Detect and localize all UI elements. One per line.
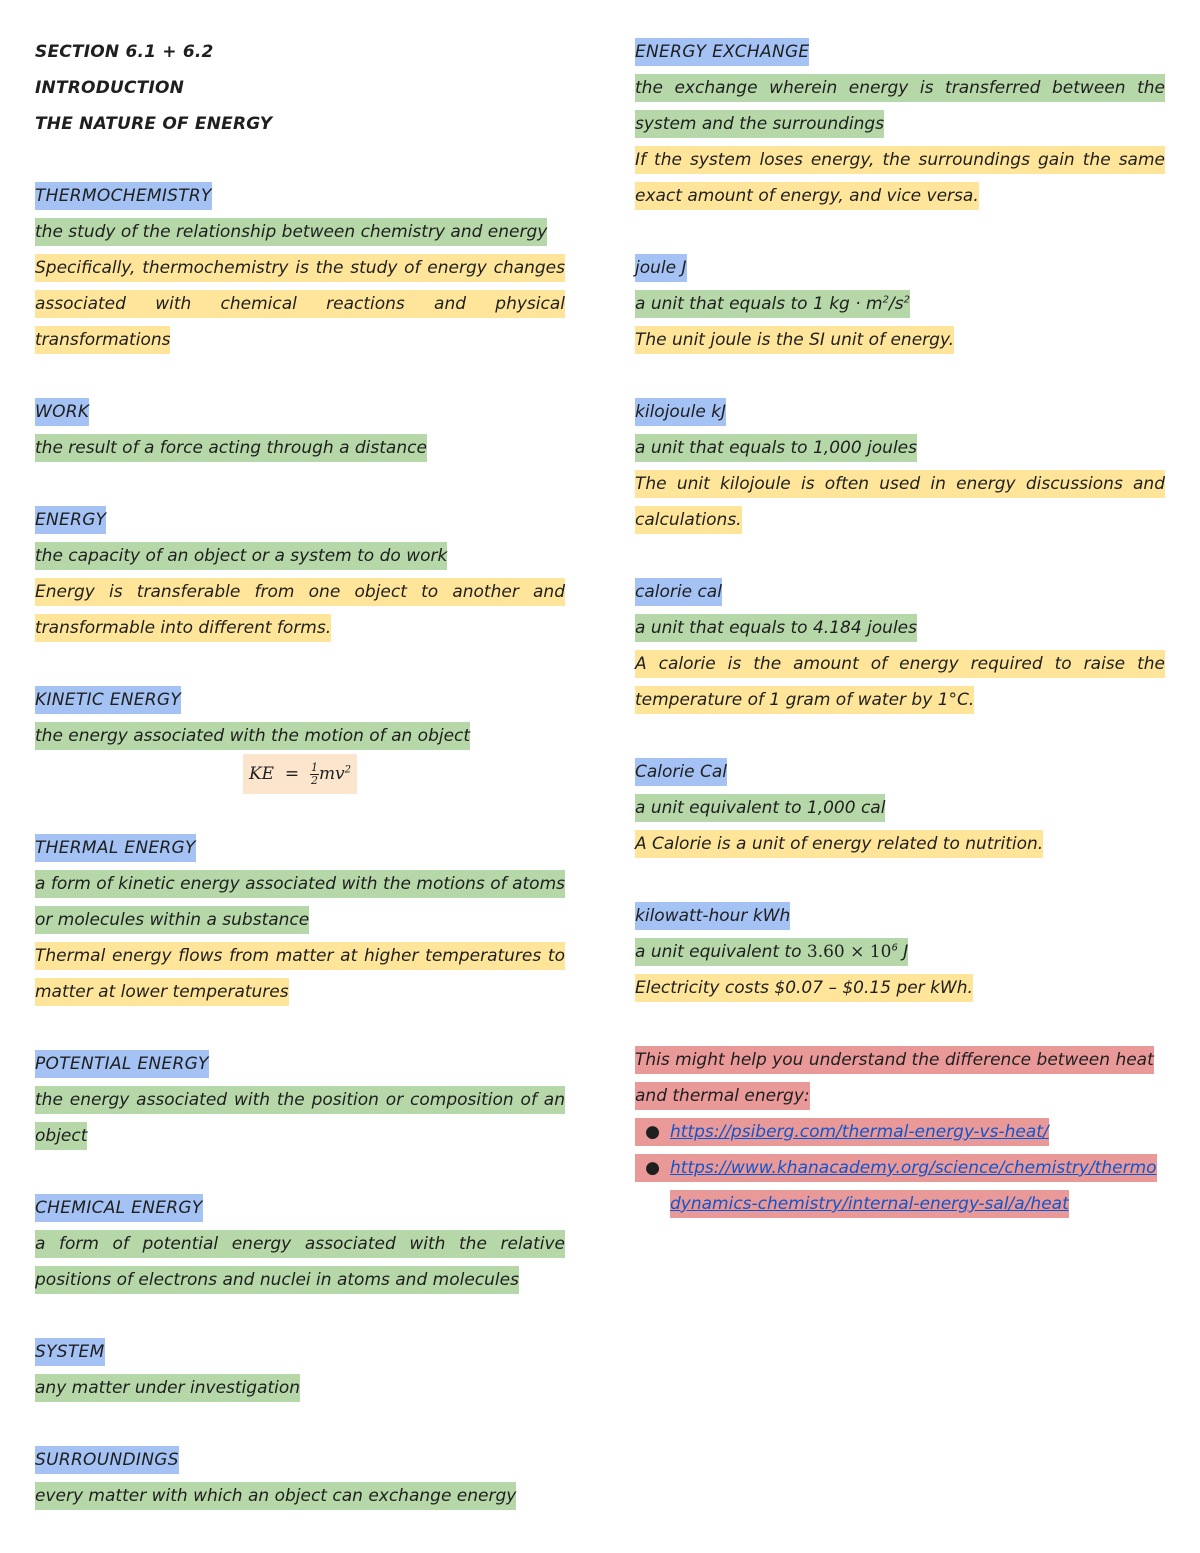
note-text: A calorie is the amount of energy required to raise the temperature of 1 gram of water by 1°C. bbox=[635, 650, 1165, 714]
bullet-icon: ● bbox=[635, 1118, 670, 1146]
calorie-section bbox=[635, 574, 1165, 718]
term-heading: joule J bbox=[635, 254, 687, 282]
term-heading: Calorie Cal bbox=[635, 758, 727, 786]
joule-section bbox=[635, 250, 1165, 358]
note-text: Thermal energy flows from matter at higher temperatures to matter at lower temperatures bbox=[35, 942, 565, 1006]
formula-rhs: mv bbox=[318, 764, 345, 784]
khan-academy-link[interactable]: https://www.khanacademy.org/science/chemistry/thermodynamics-chemistry/internal-energy-sal/a/heat bbox=[670, 1158, 1157, 1214]
definition-text: the study of the relationship between chemistry and energy bbox=[35, 218, 547, 246]
definition-text bbox=[635, 290, 910, 318]
note-text: If the system loses energy, the surroundings gain the same exact amount of energy, and vice versa. bbox=[635, 146, 1165, 210]
term-heading: calorie cal bbox=[635, 578, 722, 606]
formula-denominator: 2 bbox=[310, 774, 318, 787]
kwh-exponent: 6 bbox=[891, 942, 898, 954]
definition-text: the result of a force acting through a distance bbox=[35, 434, 427, 462]
note-text: Energy is transferable from one object to another and transformable into different forms. bbox=[35, 578, 565, 642]
kwh-definition-unit: J bbox=[897, 942, 909, 962]
joule-definition-mid: /s bbox=[889, 294, 904, 314]
chemical-energy-section bbox=[35, 1190, 565, 1298]
resource-links-list bbox=[635, 1114, 1165, 1222]
note-text: Electricity costs $0.07 – $0.15 per kWh. bbox=[635, 974, 973, 1002]
note-text: Specifically, thermochemistry is the study of energy changes associated with chemical reactions and physical transformations bbox=[35, 254, 565, 354]
term-heading: POTENTIAL ENERGY bbox=[35, 1050, 209, 1078]
definition-text: a unit equivalent to 1,000 cal bbox=[635, 794, 885, 822]
definition-text: the energy associated with the motion of an object bbox=[35, 722, 470, 750]
help-text: This might help you understand the difference between heat and thermal energy: bbox=[635, 1046, 1154, 1110]
list-item bbox=[645, 1114, 1165, 1150]
definition-text: the energy associated with the position or composition of an object bbox=[35, 1086, 565, 1150]
joule-definition-prefix: a unit that equals to 1 kg · m bbox=[635, 294, 883, 314]
kinetic-energy-section bbox=[35, 682, 565, 794]
kwh-definition-math: 3.60 × 10 bbox=[806, 942, 892, 962]
psiberg-link[interactable]: https://psiberg.com/thermal-energy-vs-heat/ bbox=[670, 1122, 1049, 1142]
thermochemistry-section bbox=[35, 178, 565, 358]
note-text: A Calorie is a unit of energy related to nutrition. bbox=[635, 830, 1043, 858]
kilowatt-hour-section bbox=[635, 898, 1165, 1006]
term-heading: WORK bbox=[35, 398, 89, 426]
bullet-icon: ● bbox=[635, 1154, 670, 1182]
definition-text: a unit that equals to 1,000 joules bbox=[635, 434, 917, 462]
joule-exponent-m: 2 bbox=[882, 294, 889, 306]
left-column bbox=[35, 34, 565, 1514]
term-heading: CHEMICAL ENERGY bbox=[35, 1194, 203, 1222]
term-heading: THERMOCHEMISTRY bbox=[35, 182, 212, 210]
term-heading: THERMAL ENERGY bbox=[35, 834, 196, 862]
term-heading: SYSTEM bbox=[35, 1338, 105, 1366]
term-heading: ENERGY EXCHANGE bbox=[635, 38, 809, 66]
introduction-title: INTRODUCTION bbox=[35, 78, 185, 98]
help-section bbox=[635, 1042, 1165, 1222]
joule-exponent-s: 2 bbox=[903, 294, 910, 306]
kwh-definition-prefix: a unit equivalent to bbox=[635, 942, 807, 962]
thermal-energy-section bbox=[35, 830, 565, 1010]
note-text: The unit kilojoule is often used in energy discussions and calculations. bbox=[635, 470, 1165, 534]
term-heading: KINETIC ENERGY bbox=[35, 686, 181, 714]
right-column bbox=[635, 34, 1165, 1222]
kinetic-energy-formula bbox=[35, 754, 565, 794]
definition-text: a form of kinetic energy associated with the motions of atoms or molecules within a substance bbox=[35, 870, 565, 934]
big-calorie-section bbox=[635, 754, 1165, 862]
formula-numerator: 1 bbox=[310, 761, 318, 774]
work-section bbox=[35, 394, 565, 466]
formula-equals: = bbox=[284, 764, 300, 784]
definition-text: the exchange wherein energy is transferred between the system and the surroundings bbox=[635, 74, 1165, 138]
system-section bbox=[35, 1334, 565, 1406]
definition-text: every matter with which an object can exchange energy bbox=[35, 1482, 516, 1510]
formula-fraction bbox=[310, 762, 319, 787]
topic-title: THE NATURE OF ENERGY bbox=[35, 114, 273, 134]
term-heading: kilowatt-hour kWh bbox=[635, 902, 790, 930]
energy-section bbox=[35, 502, 565, 646]
energy-exchange-section bbox=[635, 34, 1165, 214]
formula-lhs: KE bbox=[248, 764, 275, 784]
definition-text bbox=[635, 938, 908, 966]
definition-text: the capacity of an object or a system to do work bbox=[35, 542, 447, 570]
term-heading: SURROUNDINGS bbox=[35, 1446, 179, 1474]
term-heading: ENERGY bbox=[35, 506, 106, 534]
document-header bbox=[35, 34, 565, 142]
definition-text: any matter under investigation bbox=[35, 1374, 300, 1402]
note-text: The unit joule is the SI unit of energy. bbox=[635, 326, 954, 354]
kilojoule-section bbox=[635, 394, 1165, 538]
surroundings-section bbox=[35, 1442, 565, 1514]
definition-text: a form of potential energy associated with the relative positions of electrons and nuclei in atoms and molecules bbox=[35, 1230, 565, 1294]
section-title: SECTION 6.1 + 6.2 bbox=[35, 42, 214, 62]
formula-exponent: 2 bbox=[344, 764, 352, 776]
term-heading: kilojoule kJ bbox=[635, 398, 726, 426]
potential-energy-section bbox=[35, 1046, 565, 1154]
list-item bbox=[645, 1150, 1165, 1222]
definition-text: a unit that equals to 4.184 joules bbox=[635, 614, 917, 642]
